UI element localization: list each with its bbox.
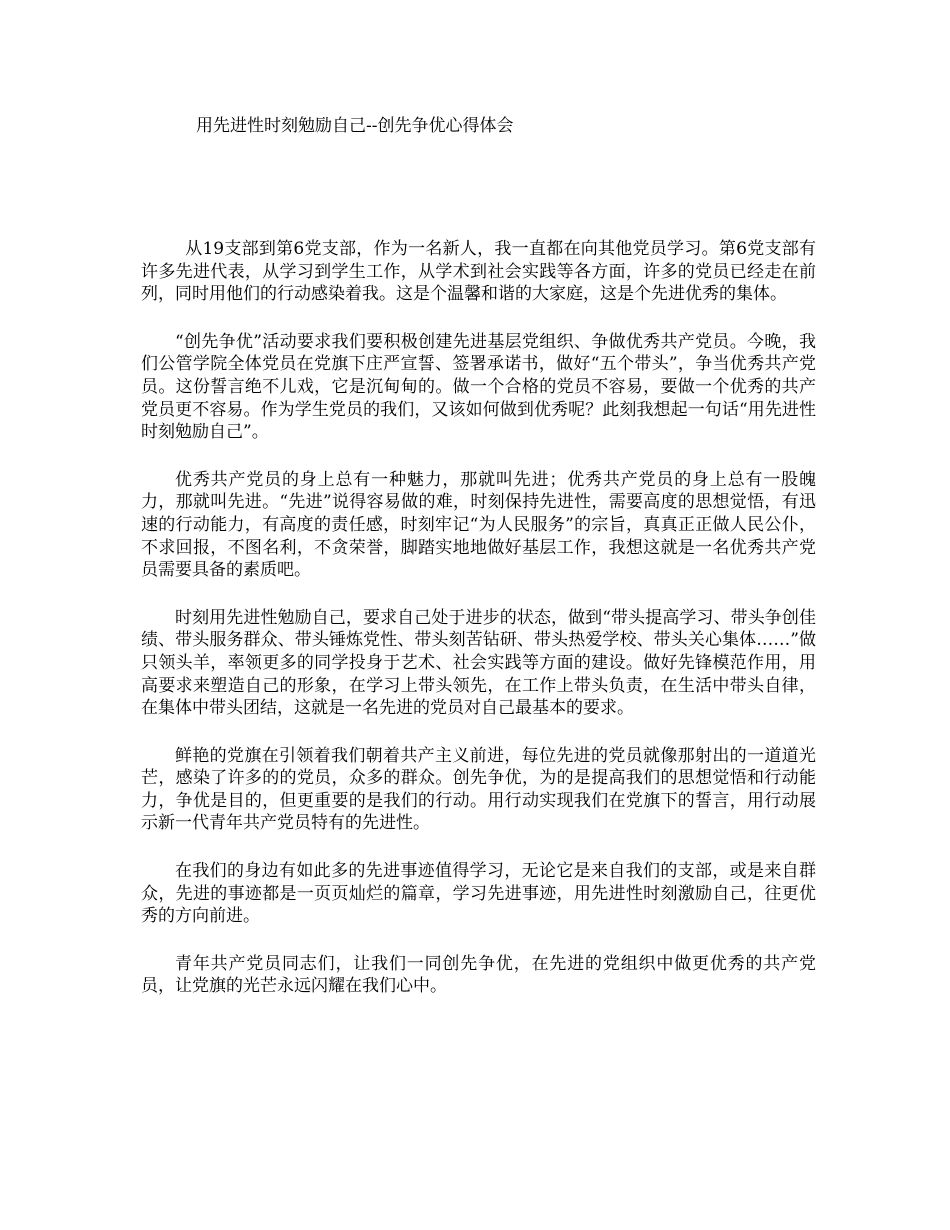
paragraph-3: 优秀共产党员的身上总有一种魅力，那就叫先进；优秀共产党员的身上总有一股魄力，那就叫先进。“先进”说得容易做的难，时刻保持先进性，需要高度的思想觉悟，有迅速的行动能力，有高度的责任感，时刻牢记“为人民服务”的宗旨，真真正正做人民公仆，不求回报，不图名利，不贪荣誉，脚踏实地地做好基层工作，我想这就是一名优秀共产党员需要具备的素质吧。: [141, 469, 816, 581]
document-body: [141, 238, 816, 1023]
paragraph-5: 鲜艳的党旗在引领着我们朝着共产主义前进，每位先进的党员就像那射出的一道道光芒，感染了许多的的党员，众多的群众。创先争优，为的是提高我们的思想觉悟和行动能力，争优是目的，但更重要的是我们的行动。用行动实现我们在党旗下的誓言，用行动展示新一代青年共产党员特有的先进性。: [141, 745, 816, 834]
paragraph-2: “创先争优”活动要求我们要积极创建先进基层党组织、争做优秀共产党员。今晚，我们公管学院全体党员在党旗下庄严宣誓、签署承诺书，做好“五个带头”，争当优秀共产党员。这份誓言绝不儿戏，它是沉甸甸的。做一个合格的党员不容易，要做一个优秀的共产党员更不容易。作为学生党员的我们，又该如何做到优秀呢？此刻我想起一句话“用先进性时刻勉励自己”。: [141, 331, 816, 443]
paragraph-6: 在我们的身边有如此多的先进事迹值得学习，无论它是来自我们的支部，或是来自群众，先进的事迹都是一页页灿烂的篇章，学习先进事迹，用先进性时刻激励自己，往更优秀的方向前进。: [141, 861, 816, 927]
paragraph-1: 从19支部到第6党支部，作为一名新人，我一直都在向其他党员学习。第6党支部有许多先进代表，从学习到学生工作，从学术到社会实践等各方面，许多的党员已经走在前列，同时用他们的行动感染着我。这是个温馨和谐的大家庭，这是个先进优秀的集体。: [141, 239, 816, 305]
paragraph-7: 青年共产党员同志们，让我们一同创先争优，在先进的党组织中做更优秀的共产党员，让党旗的光芒永远闪耀在我们心中。: [141, 953, 816, 997]
document-title: 用先进性时刻勉励自己--创先争优心得体会: [196, 116, 514, 136]
paragraph-4: 时刻用先进性勉励自己，要求自己处于进步的状态，做到“带头提高学习、带头争创佳绩、带头服务群众、带头锤炼党性、带头刻苦钻研、带头热爱学校、带头关心集体……”做只领头羊，率领更多的同学投身于艺术、社会实践等方面的建设。做好先锋模范作用，用高要求来塑造自己的形象，在学习上带头领先，在工作上带头负责，在生活中带头自律，在集体中带头团结，这就是一名先进的党员对自己最基本的要求。: [141, 607, 816, 719]
